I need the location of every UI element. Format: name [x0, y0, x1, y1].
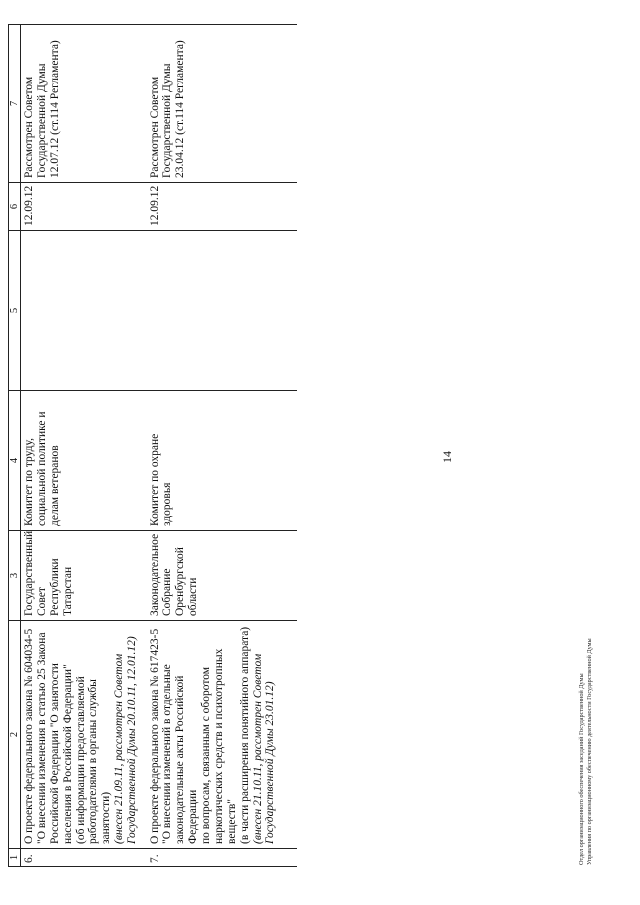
date-cell: 12.09.12: [147, 183, 297, 231]
bill-note-line: Государственной Думы 23.01.12): [264, 681, 277, 844]
bill-title-line: работодателями в органы службы занятости): [87, 679, 113, 844]
bill-title-line: по вопросам, связанным с оборотом: [200, 666, 212, 844]
bill-title-line: "О внесении изменений в отдельные: [161, 664, 174, 844]
decision-cell: Рассмотрен Советом Государственной Думы 12.07.12 (ст.114 Регламента): [21, 25, 147, 183]
bill-title-line: законодательные акты Российской Федерации: [174, 675, 200, 844]
col-header-7: 7: [9, 25, 21, 183]
bill-title-line: населения в Российской Федерации": [61, 664, 74, 844]
col-header-3: 3: [9, 531, 21, 621]
row-number: 7.: [147, 849, 297, 867]
col-header-5: 5: [9, 231, 21, 391]
col5-cell: [147, 231, 297, 391]
bill-title-line: Российской Федерации "О занятости: [48, 663, 61, 844]
bill-note-line: (внесен 21.09.11, рассмотрен Советом: [113, 653, 126, 844]
col-header-4: 4: [9, 391, 21, 531]
col-header-6: 6: [9, 183, 21, 231]
bill-note-line: (внесен 21.10.11, рассмотрен Советом: [251, 653, 264, 844]
bill-title-line: веществ": [225, 799, 238, 844]
bill-title-line: наркотических средств и психотропных: [212, 648, 225, 844]
committee-cell: Комитет по охране здоровья: [147, 391, 297, 531]
table-row: [21, 25, 147, 867]
header-row: [9, 25, 21, 867]
table-row: [147, 25, 297, 867]
decision-cell: Рассмотрен Советом Государственной Думы 23.04.12 (ст.114 Регламента): [147, 25, 297, 183]
bill-title: [147, 621, 297, 849]
footer-line: Отдел организационного обеспечения заседаний Государственной Думы: [578, 673, 585, 865]
page-number: 14: [440, 451, 454, 463]
footer: [578, 638, 594, 865]
date-cell: 12.09.12: [21, 183, 147, 231]
bill-title-line: "О внесении изменения в статью 25 Закона: [35, 632, 48, 844]
bill-title-line: (об информации предоставляемой: [74, 676, 87, 844]
bill-title-line: О проекте федерального закона № 604034-5: [23, 628, 35, 844]
bills-table: [8, 24, 297, 867]
initiator-cell: Государственный Совет Республики Татарстан: [21, 531, 147, 621]
committee-cell: Комитет по труду, социальной политике и делам ветеранов: [21, 391, 147, 531]
col5-cell: [21, 231, 147, 391]
row-number: 6.: [21, 849, 147, 867]
footer-line: Управления по организационному обеспечению деятельности Государственной Думы: [586, 638, 593, 865]
bill-title-line: (в части расширения понятийного аппарата): [238, 626, 251, 844]
col-header-2: 2: [9, 621, 21, 849]
col-header-1: 1: [9, 849, 21, 867]
bill-title: [21, 621, 147, 849]
bill-note-line: Государственной Думы 20.10.11, 12.01.12): [126, 636, 138, 844]
bill-title-line: О проекте федерального закона № 617423-5: [148, 628, 161, 844]
initiator-cell: Законодательное Собрание Оренбургской области: [147, 531, 297, 621]
